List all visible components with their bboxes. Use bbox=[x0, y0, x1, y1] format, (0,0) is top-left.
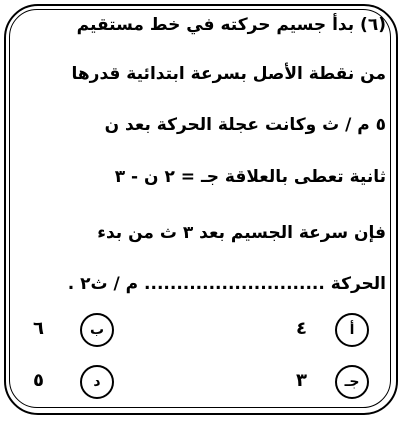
option-d-circle[interactable] bbox=[80, 365, 114, 399]
option-c-circle[interactable] bbox=[335, 365, 369, 399]
option-a-label: أ bbox=[349, 322, 355, 338]
question-line-4: ثانية تعطى بالعلاقة جـ = ٢ ن - ٣ bbox=[114, 167, 386, 187]
option-a-value: ٤ bbox=[296, 318, 307, 339]
option-b-label: ب bbox=[89, 322, 105, 338]
option-d-value: ٥ bbox=[33, 370, 44, 391]
option-d-label: د bbox=[93, 374, 101, 390]
question-line-2: من نقطة الأصل بسرعة ابتدائية قدرها bbox=[71, 64, 386, 84]
question-line-5: فإن سرعة الجسيم بعد ٣ ث من بدء bbox=[97, 223, 386, 243]
option-a-circle[interactable] bbox=[335, 313, 369, 347]
question-line-3: ٥ م / ث وكانت عجلة الحركة بعد ن bbox=[104, 115, 386, 135]
option-b-value: ٦ bbox=[33, 318, 44, 339]
option-c-value: ٣ bbox=[296, 370, 307, 391]
option-c-label: جـ bbox=[344, 374, 360, 390]
option-b-circle[interactable] bbox=[80, 313, 114, 347]
question-line-6: الحركة ............................ م / ث٢ . bbox=[67, 274, 386, 294]
question-line-1: (٦) بدأ جسيم حركته في خط مستقيم bbox=[76, 15, 386, 35]
